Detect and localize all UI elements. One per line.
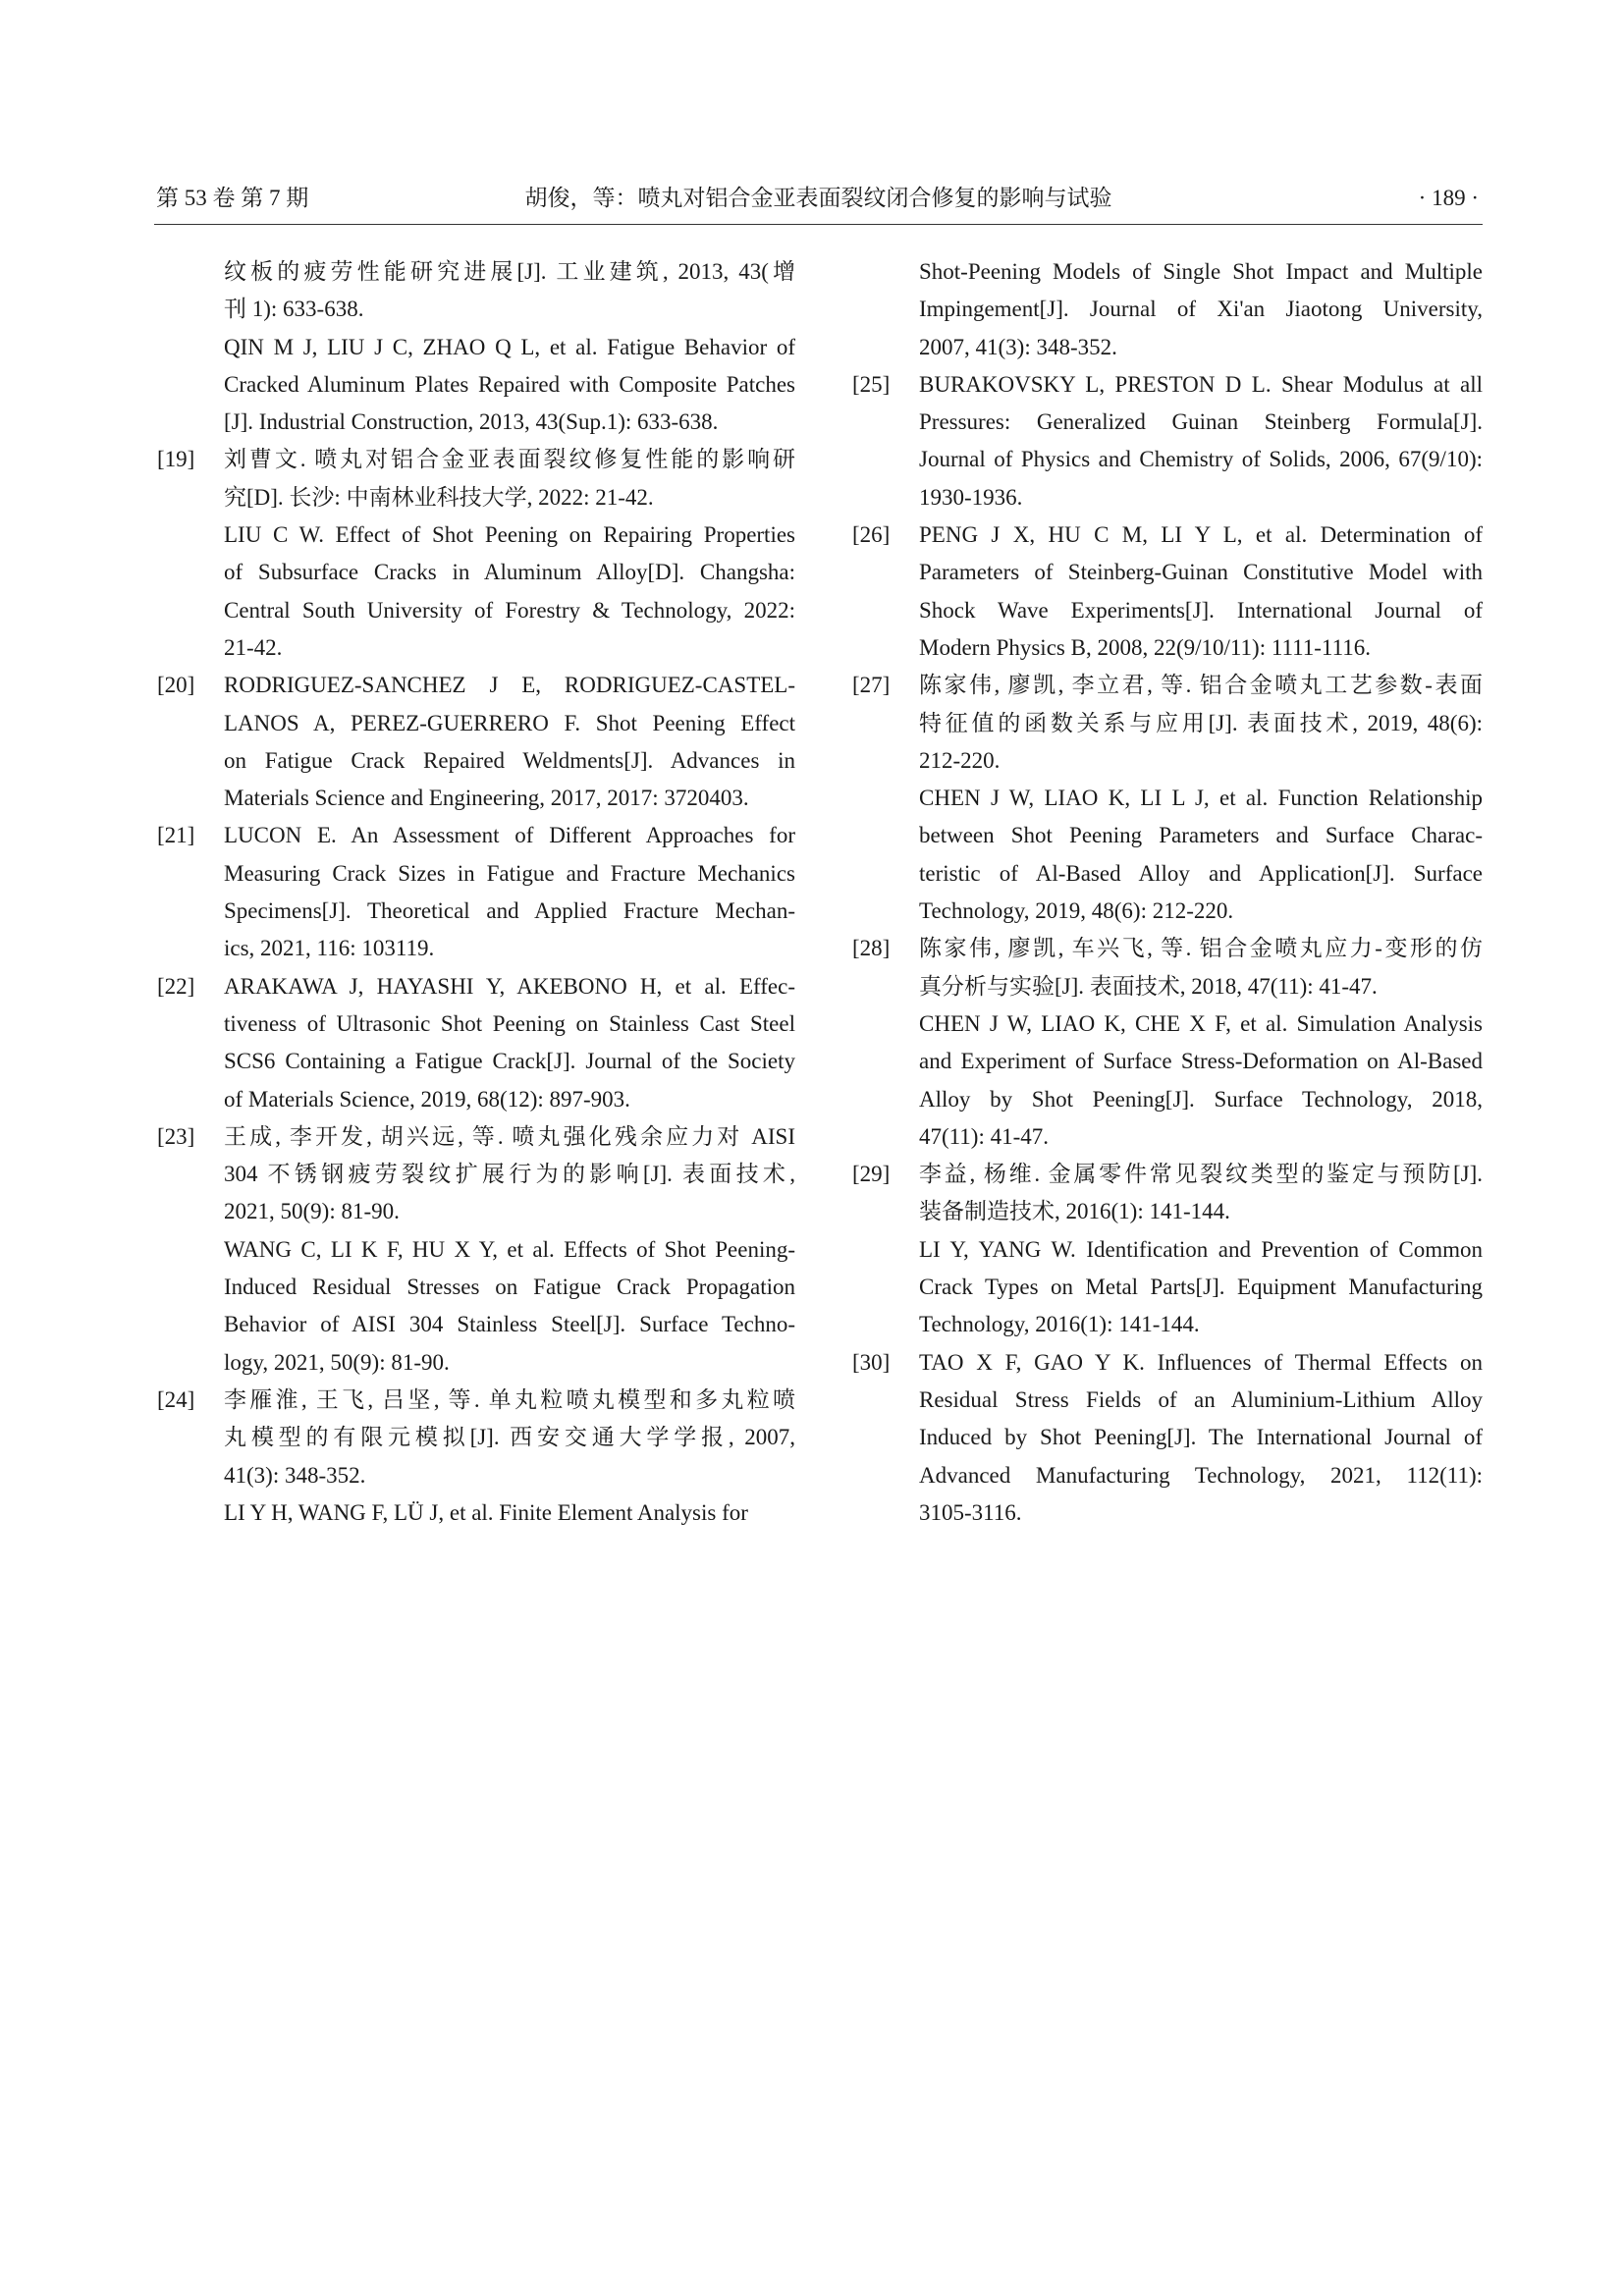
- reference-line: 究[D]. 长沙: 中南林业科技大学, 2022: 21-42.: [224, 484, 654, 510]
- reference-line: Central South University of Forestry & Technology, 2022:: [224, 597, 795, 623]
- reference-entry: [154, 968, 795, 1118]
- reference-line: 2007, 41(3): 348-352.: [919, 334, 1117, 359]
- reference-line: SCS6 Containing a Fatigue Crack[J]. Journal of the Society: [224, 1049, 795, 1074]
- volume-issue: 第 53 卷 第 7 期: [156, 186, 309, 210]
- reference-line: between Shot Peening Parameters and Surface Charac-: [919, 823, 1483, 848]
- reference-line: CHEN J W, LIAO K, CHE X F, et al. Simulation Analysis: [919, 1010, 1483, 1036]
- reference-line: of Subsurface Cracks in Aluminum Alloy[D]. Changsha:: [224, 560, 795, 585]
- reference-line: 陈家伟, 廖凯, 李立君, 等. 铝合金喷丸工艺参数-表面: [919, 673, 1483, 698]
- reference-line: 1930-1936.: [919, 484, 1023, 510]
- reference-entry: [849, 366, 1483, 516]
- reference-line: RODRIGUEZ-SANCHEZ J E, RODRIGUEZ-CASTEL-: [224, 673, 795, 698]
- reference-entry: [154, 1382, 795, 1532]
- reference-line: Specimens[J]. Theoretical and Applied Fracture Mechan-: [224, 898, 795, 924]
- reference-line: Materials Science and Engineering, 2017, 2017: 3720403.: [224, 786, 749, 811]
- reference-line: QIN M J, LIU J C, ZHAO Q L, et al. Fatigue Behavior of: [224, 334, 795, 359]
- reference-number: [25]: [852, 371, 891, 397]
- reference-line: ics, 2021, 116: 103119.: [224, 936, 435, 961]
- reference-number: [27]: [852, 673, 891, 698]
- reference-entry: [154, 253, 795, 441]
- reference-entry: [849, 516, 1483, 667]
- running-header: [154, 177, 1483, 225]
- reference-line: LANOS A, PEREZ-GUERRERO F. Shot Peening Effect: [224, 710, 795, 735]
- reference-number: [26]: [852, 522, 891, 548]
- reference-line: 王成, 李开发, 胡兴远, 等. 喷丸强化残余应力对 AISI: [224, 1123, 795, 1149]
- reference-line: Cracked Aluminum Plates Repaired with Composite Patches: [224, 371, 795, 397]
- reference-number: [23]: [157, 1123, 195, 1149]
- reference-line: Journal of Physics and Chemistry of Solids, 2006, 67(9/10):: [919, 447, 1483, 472]
- reference-line: 47(11): 41-47.: [919, 1123, 1050, 1149]
- reference-line: Residual Stress Fields of an Aluminium-Lithium Alloy: [919, 1386, 1483, 1412]
- reference-line: Shock Wave Experiments[J]. International Journal of: [919, 597, 1483, 623]
- reference-line: logy, 2021, 50(9): 81-90.: [224, 1349, 450, 1375]
- reference-line: 41(3): 348-352.: [224, 1462, 366, 1488]
- reference-line: Behavior of AISI 304 Stainless Steel[J]. Surface Techno-: [224, 1312, 795, 1337]
- reference-line: Parameters of Steinberg-Guinan Constitutive Model with: [919, 560, 1483, 585]
- reference-entry: [849, 1156, 1483, 1343]
- reference-line: Technology, 2016(1): 141-144.: [919, 1312, 1200, 1337]
- reference-line: 212-220.: [919, 747, 1001, 773]
- reference-line: Modern Physics B, 2008, 22(9/10/11): 1111-1116.: [919, 634, 1371, 660]
- reference-line: 2021, 50(9): 81-90.: [224, 1199, 400, 1224]
- reference-line: on Fatigue Crack Repaired Weldments[J]. Advances in: [224, 747, 795, 773]
- reference-number: [21]: [157, 823, 195, 848]
- reference-line: 3105-3116.: [919, 1499, 1022, 1525]
- reference-line: of Materials Science, 2019, 68(12): 897-903.: [224, 1086, 630, 1112]
- reference-line: 刊 1): 633-638.: [224, 297, 364, 322]
- reference-number: [19]: [157, 447, 195, 472]
- left-column: [154, 253, 795, 1532]
- reference-line: 李雁淮, 王飞, 吕坚, 等. 单丸粒喷丸模型和多丸粒喷: [224, 1386, 795, 1412]
- reference-entry: [849, 930, 1483, 1156]
- reference-entry: [154, 667, 795, 817]
- reference-number: [20]: [157, 673, 195, 698]
- reference-line: LUCON E. An Assessment of Different Approaches for: [224, 823, 795, 848]
- reference-line: 304 不锈钢疲劳裂纹扩展行为的影响[J]. 表面技术,: [224, 1162, 795, 1187]
- reference-number: [28]: [852, 936, 891, 961]
- reference-entry: [154, 441, 795, 667]
- right-column: [849, 253, 1483, 1532]
- reference-line: Induced Residual Stresses on Fatigue Crack Propagation: [224, 1275, 795, 1300]
- reference-line: LI Y H, WANG F, LÜ J, et al. Finite Element Analysis for: [224, 1499, 748, 1525]
- reference-line: BURAKOVSKY L, PRESTON D L. Shear Modulus at all: [919, 371, 1483, 397]
- reference-line: Advanced Manufacturing Technology, 2021, 112(11):: [919, 1462, 1483, 1488]
- running-title: 胡俊，等：喷丸对铝合金亚表面裂纹闭合修复的影响与试验: [524, 186, 1112, 210]
- reference-number: [30]: [852, 1349, 891, 1375]
- reference-line: 陈家伟, 廖凯, 车兴飞, 等. 铝合金喷丸应力-变形的仿: [919, 936, 1483, 961]
- reference-line: 装备制造技术, 2016(1): 141-144.: [919, 1199, 1230, 1224]
- reference-line: 真分析与实验[J]. 表面技术, 2018, 47(11): 41-47.: [919, 973, 1378, 999]
- reference-line: 刘曹文. 喷丸对铝合金亚表面裂纹修复性能的影响研: [224, 447, 795, 472]
- reference-line: Crack Types on Metal Parts[J]. Equipment Manufacturing: [919, 1275, 1483, 1300]
- reference-line: tiveness of Ultrasonic Shot Peening on Stainless Cast Steel: [224, 1010, 795, 1036]
- reference-line: 李益, 杨维. 金属零件常见裂纹类型的鉴定与预防[J].: [919, 1162, 1483, 1187]
- reference-line: LIU C W. Effect of Shot Peening on Repairing Properties: [224, 522, 795, 548]
- reference-line: TAO X F, GAO Y K. Influences of Thermal Effects on: [919, 1349, 1483, 1375]
- reference-line: Technology, 2019, 48(6): 212-220.: [919, 898, 1234, 924]
- reference-line: WANG C, LI K F, HU X Y, et al. Effects of Shot Peening-: [224, 1236, 795, 1262]
- reference-entry: [849, 1344, 1483, 1532]
- reference-line: and Experiment of Surface Stress-Deformation on Al-Based: [919, 1049, 1483, 1074]
- reference-line: LI Y, YANG W. Identification and Prevention of Common: [919, 1236, 1483, 1262]
- reference-line: Induced by Shot Peening[J]. The International Journal of: [919, 1425, 1483, 1450]
- reference-number: [22]: [157, 973, 195, 999]
- reference-line: PENG J X, HU C M, LI Y L, et al. Determination of: [919, 522, 1483, 548]
- reference-line: Pressures: Generalized Guinan Steinberg Formula[J].: [919, 409, 1483, 435]
- reference-line: 纹板的疲劳性能研究进展[J]. 工业建筑, 2013, 43(增: [224, 259, 795, 284]
- reference-line: teristic of Al-Based Alloy and Application[J]. Surface: [919, 860, 1483, 886]
- reference-line: CHEN J W, LIAO K, LI L J, et al. Function Relationship: [919, 786, 1483, 811]
- reference-line: Shot-Peening Models of Single Shot Impact and Multiple: [919, 259, 1483, 284]
- reference-entry: [849, 667, 1483, 930]
- reference-entry: [154, 817, 795, 967]
- reference-line: [J]. Industrial Construction, 2013, 43(Sup.1): 633-638.: [224, 409, 719, 435]
- reference-line: Impingement[J]. Journal of Xi'an Jiaotong University,: [919, 297, 1483, 322]
- reference-line: Measuring Crack Sizes in Fatigue and Fracture Mechanics: [224, 860, 795, 886]
- reference-line: ARAKAWA J, HAYASHI Y, AKEBONO H, et al. Effec-: [224, 973, 795, 999]
- page-number: · 189 ·: [1418, 186, 1479, 210]
- reference-line: 特征值的函数关系与应用[J]. 表面技术, 2019, 48(6):: [919, 710, 1483, 735]
- reference-line: 21-42.: [224, 634, 283, 660]
- reference-line: 丸模型的有限元模拟[J]. 西安交通大学学报, 2007,: [224, 1425, 795, 1450]
- reference-entry: [849, 253, 1483, 366]
- reference-line: Alloy by Shot Peening[J]. Surface Technology, 2018,: [919, 1086, 1483, 1112]
- reference-entry: [154, 1118, 795, 1382]
- reference-number: [24]: [157, 1386, 195, 1412]
- reference-number: [29]: [852, 1162, 891, 1187]
